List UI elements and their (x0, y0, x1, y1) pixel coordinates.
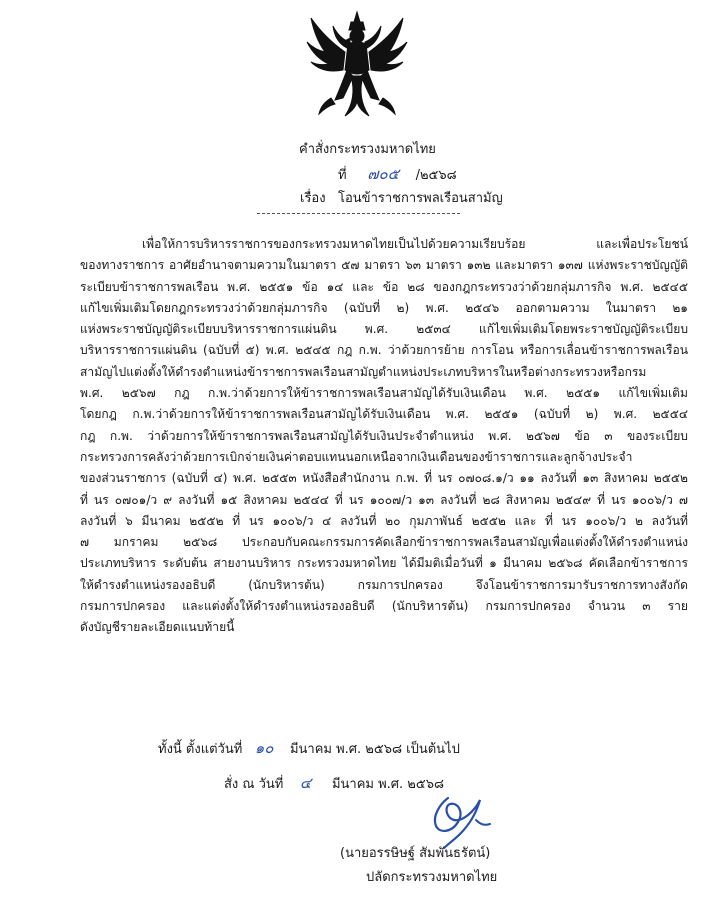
document-body (80, 234, 688, 639)
body-line: เพื่อให้การบริหารราชการของกระทรวงมหาดไทยเป็นไปด้วยความเรียบร้อย และเพื่อประโยชน์ (142, 237, 688, 251)
body-line: แก้ไขเพิ่มเติมโดยกฎกระทรวงว่าด้วยกลุ่มภารกิจ (ฉบับที่ ๒) พ.ศ. ๒๕๔๖ ออกตามความ ในมาตรา ๒๑ (80, 300, 688, 315)
effective-suffix: มีนาคม พ.ศ. ๒๕๖๘ เป็นต้นไป (289, 742, 460, 757)
document-subject (300, 187, 503, 208)
body-line: แห่งพระราชบัญญัติระเบียบบริหารราชการแผ่นดิน พ.ศ. ๒๕๓๔ แก้ไขเพิ่มเติมโดยพระราชบัญญัติระเบียบ (80, 322, 688, 337)
subject-text: โอนข้าราชการพลเรือนสามัญ (338, 191, 503, 206)
body-line: ที่ นร ๐๗๐๑/ว ๙ ลงวันที่ ๑๕ สิงหาคม ๒๕๔๔ ที่ นร ๑๐๐๗/ว ๑๓ ลงวันที่ ๒๘ สิงหาคม ๒๕๔๙ ที่ นร ๑๐๐๖/ว ๗ (80, 492, 688, 507)
order-date (224, 771, 444, 795)
body-line: ของส่วนราชการ (ฉบับที่ ๔) พ.ศ. ๒๕๕๓ หนังสือสำนักงาน ก.พ. ที่ นร ๐๗๐๘.๑/ว ๑๑ ลงวันที่ ๑๓ สิงหาคม ๒๕๕๒ (80, 471, 688, 486)
subject-label: เรื่อง (300, 191, 326, 206)
body-line: กฎ ก.พ. ว่าด้วยการให้ข้าราชการพลเรือนสามัญได้รับเงินประจำตำแหน่ง พ.ศ. ๒๕๖๗ ข้อ ๓ ของระเบียบ (80, 428, 688, 443)
ordered-prefix: สั่ง ณ วันที่ (224, 777, 284, 792)
number-handwritten: ๗๐๕ (367, 165, 400, 183)
body-line: ประเภทบริหาร ระดับต้น สายงานบริหาร กระทรวงมหาดไทย ได้มีมติเมื่อวันที่ ๑ มีนาคม ๒๕๖๘ คัดเลือกข้าราชการ (80, 556, 688, 571)
document-title: คำสั่งกระทรวงมหาดไทย (299, 142, 436, 157)
effective-date (158, 736, 460, 760)
garuda-emblem-icon (305, 8, 410, 120)
number-prefix: ที่ (338, 168, 347, 183)
effective-day-handwritten: ๑๐ (254, 739, 274, 757)
body-line: พ.ศ. ๒๕๖๗ กฎ ก.พ.ว่าด้วยการให้ข้าราชการพลเรือนสามัญได้รับเงินเดือน พ.ศ. ๒๕๕๑ แก้ไขเพิ่มเติม (80, 386, 688, 401)
body-line: ระเบียบข้าราชการพลเรือน พ.ศ. ๒๕๕๑ ข้อ ๑๔ และ ข้อ ๒๘ ของกฎกระทรวงว่าด้วยกลุ่มภารกิจ พ.ศ. ๒๕๔๕ (80, 279, 688, 294)
body-line: โดยกฎ ก.พ.ว่าด้วยการให้ข้าราชการพลเรือนสามัญได้รับเงินเดือน พ.ศ. ๒๕๕๑ (ฉบับที่ ๒) พ.ศ. ๒๕๕๔ (80, 407, 688, 422)
body-line: ให้ดำรงตำแหน่งรองอธิบดี (นักบริหารต้น) กรมการปกครอง จึงโอนข้าราชการมารับราชการทางสังกัด (80, 577, 688, 592)
effective-prefix: ทั้งนี้ ตั้งแต่วันที่ (158, 742, 243, 757)
ordered-day-handwritten: ๔ (299, 774, 312, 792)
number-suffix: /๒๕๖๘ (415, 168, 457, 183)
ordered-suffix: มีนาคม พ.ศ. ๒๕๖๘ (331, 777, 444, 792)
body-line: ๗ มกราคม ๒๕๖๘ ประกอบกับคณะกรรมการคัดเลือกข้าราชการพลเรือนสามัญเพื่อแต่งตั้งให้ดำรงตำแหน่ง (80, 535, 688, 550)
body-line: บริหารราชการแผ่นดิน (ฉบับที่ ๕) พ.ศ. ๒๕๔๕ กฎ ก.พ. ว่าด้วยการย้าย การโอน หรือการเลื่อนข้าราชการพลเรือน (80, 343, 688, 358)
body-line: ดังบัญชีรายละเอียดแนบท้ายนี้ (80, 620, 235, 635)
body-line: ลงวันที่ ๖ มีนาคม ๒๕๕๒ ที่ นร ๑๐๐๖/ว ๔ ลงวันที่ ๒๐ กุมภาพันธ์ ๒๕๕๒ และ ที่ นร ๑๐๐๖/ว ๒ ลงวันที่ (80, 513, 688, 528)
header-divider (257, 213, 460, 214)
signer-position: ปลัดกระทรวงมหาดไทย (366, 870, 498, 885)
body-line: กรมการปกครอง และแต่งตั้งให้ดำรงตำแหน่งรองอธิบดี (นักบริหารต้น) กรมการปกครอง จำนวน ๓ ราย (80, 599, 688, 614)
body-line: กระทรวงการคลังว่าด้วยการเบิกจ่ายเงินค่าตอบแทนนอกเหนือจากเงินเดือนของข้าราชการและลูกจ้างประจำ (80, 449, 633, 464)
document-number (338, 162, 457, 186)
body-line: ของทางราชการ อาศัยอำนาจตามความในมาตรา ๕๗ มาตรา ๖๓ มาตรา ๑๓๒ และมาตรา ๑๓๗ แห่งพระราชบัญญัติ (80, 258, 688, 273)
body-line: สามัญไปแต่งตั้งให้ดำรงตำแหน่งข้าราชการพลเรือนสามัญตำแหน่งประเภทบริหารในหรือต่างกระทรวงหรือกรม (80, 364, 647, 379)
signer-name: (นายอรรษิษฐ์ สัมพันธรัตน์) (340, 846, 491, 861)
